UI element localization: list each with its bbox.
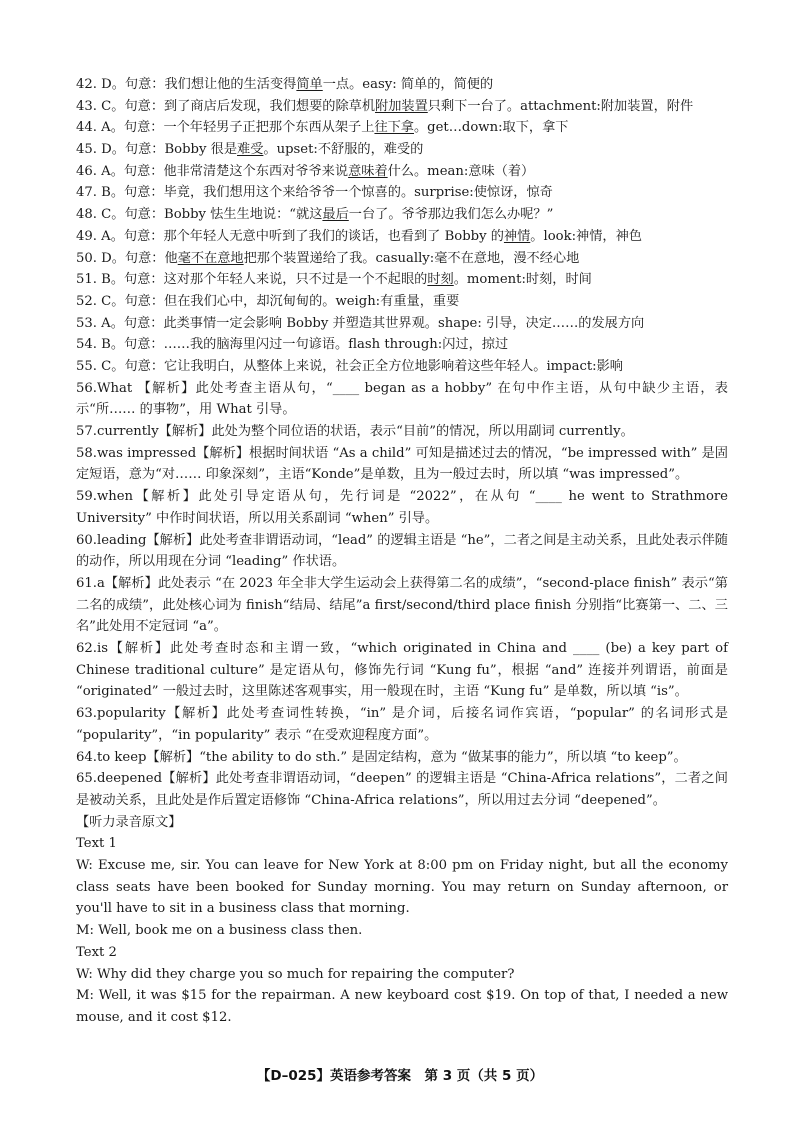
answer-text: 49. A。句意：那个年轻人无意中听到了我们的谈话，也看到了 Bobby 的 xyxy=(76,228,504,244)
underlined-phrase: 时刻 xyxy=(427,272,454,288)
answer-line xyxy=(76,356,728,378)
answer-text-rest: 。moment:时刻，时间 xyxy=(453,272,592,288)
explanation-list xyxy=(76,378,728,812)
answer-text-rest: 。get…down:取下，拿下 xyxy=(414,120,569,136)
answer-text: 54. B。句意：……我的脑海里闪过一句谚语。flash through:闪过，掠过 xyxy=(76,337,509,353)
answer-content xyxy=(76,74,728,1029)
explanation-paragraph: 61.a【解析】此处表示 “在 2023 年全非大学生运动会上获得第二名的成绩”，“second-place finish” 表示“第二名的成绩”，此处核心词为 finish“结局、结尾”a first/second/third place finish 分别指“比赛第一、二、三名”此处用不定冠词 “a”。 xyxy=(76,575,728,635)
text1-woman: W: Excuse me, sir. You can leave for New York at 8:00 pm on Friday night, but all the economy class seats have been booked for Sunday morning. You may return on Sunday afternoon, or you'll have to sit in a business class that morning. xyxy=(76,858,728,917)
answer-text: 48. C。句意：Bobby 怯生生地说：“就这 xyxy=(76,207,323,223)
answer-text-rest: 只剩下一台了。attachment:附加装置，附件 xyxy=(427,98,694,114)
underlined-phrase: 毫不在意地 xyxy=(177,250,244,266)
answer-line xyxy=(76,139,728,161)
answer-text: 52. C。句意：但在我们心中，却沉甸甸的。weigh:有重量，重要 xyxy=(76,293,460,309)
underlined-phrase: 神情 xyxy=(503,228,531,244)
text2-man: M: Well, it was $15 for the repairman. A new keyboard cost $19. On top of that, I needed a new mouse, and it cost $12. xyxy=(76,988,728,1025)
answer-line xyxy=(76,161,728,183)
answer-text-rest: 。look:神情，神色 xyxy=(530,228,642,244)
answer-text-rest: 一点。easy: 简单的，简便的 xyxy=(322,77,494,92)
answer-text: 46. A。句意：他非常清楚这个东西对爷爷来说 xyxy=(76,163,349,179)
answer-text: 42. D。句意：我们想让他的生活变得 xyxy=(76,77,297,92)
answer-line xyxy=(76,226,728,248)
explanation-paragraph: 56.What 【解析】此处考查主语从句，“____ began as a hobby” 在句中作主语，从句中缺少主语，表示“所…… 的事物”，用 What 引导。 xyxy=(76,380,728,418)
answer-text: 51. B。句意：这对那个年轻人来说，只不过是一个不起眼的 xyxy=(76,272,428,288)
answer-text: 53. A。句意：此类事情一定会影响 Bobby 并塑造其世界观。shape: 引导，决定……的发展方向 xyxy=(76,315,645,331)
page-footer: 【D–025】英语参考答案 第 3 页（共 5 页） xyxy=(256,1068,544,1084)
answer-line xyxy=(76,269,728,291)
explanation-paragraph: 58.was impressed【解析】根据时间状语 “As a child” 可知是描述过去的情况，“be impressed with” 是固定短语，意为“对…… 印象深刻”，主语“Konde”是单数，且为一般过去时，所以填 “was impressed”。 xyxy=(76,445,728,483)
text2-woman: W: Why did they charge you so much for repairing the computer? xyxy=(76,966,515,982)
explanation-paragraph: 63.popularity【解析】此处考查词性转换，“in” 是介词，后接名词作宾语，“popular” 的名词形式是 “popularity”，“in popularity” 表示 “在受欢迎程度方面”。 xyxy=(76,706,728,743)
answer-text-rest: 把那个装置递给了我。casually:毫不在意地，漫不经心地 xyxy=(243,250,580,266)
explanation-paragraph: 65.deepened【解析】此处考查非谓语动词，“deepen” 的逻辑主语是 “China-Africa relations”，二者之间是被动关系，且此处是作后置定语修饰 “China-Africa relations”，所以用过去分词 “deepened”。 xyxy=(76,771,728,808)
underlined-phrase: 难受 xyxy=(237,142,264,158)
explanation-paragraph: 57.currently【解析】此处为整个同位语的状语，表示“目前”的情况，所以用副词 currently。 xyxy=(76,424,634,440)
listening-heading: 【听力录音原文】 xyxy=(76,814,182,830)
answer-text: 47. B。句意：毕竟，我们想用这个来给爷爷一个惊喜的。surprise:使惊讶，惊奇 xyxy=(76,185,553,201)
underlined-phrase: 往下拿 xyxy=(374,120,414,136)
text2-title: Text 2 xyxy=(76,944,117,960)
answer-line xyxy=(76,117,728,139)
answer-line xyxy=(76,182,728,204)
underlined-phrase: 附加装置 xyxy=(375,98,428,114)
answer-text-rest: 。upset:不舒服的，难受的 xyxy=(263,142,424,158)
answer-text: 44. A。句意：一个年轻男子正把那个东西从架子上 xyxy=(76,120,375,136)
underlined-phrase: 意味着 xyxy=(348,163,388,179)
answer-line xyxy=(76,291,728,313)
explanation-paragraph: 59.when【解析】此处引导定语从句，先行词是 “2022”，在从句 “____ he went to Strathmore University” 中作时间状语，所以用关系副词 “when” 引导。 xyxy=(76,489,728,526)
answer-line xyxy=(76,96,728,118)
answer-line xyxy=(76,334,728,356)
answer-text: 45. D。句意：Bobby 很是 xyxy=(76,142,238,158)
answer-list xyxy=(76,74,728,378)
text1-man: M: Well, book me on a business class then. xyxy=(76,923,363,939)
answer-text: 43. C。句意：到了商店后发现，我们想要的除草机 xyxy=(76,98,376,114)
explanation-paragraph: 64.to keep【解析】“the ability to do sth.” 是固定结构，意为 “做某事的能力”，所以填 “to keep”。 xyxy=(76,749,687,765)
answer-line xyxy=(76,248,728,270)
answer-line xyxy=(76,74,728,96)
answer-line xyxy=(76,313,728,335)
underlined-phrase: 简单 xyxy=(296,77,323,92)
answer-text-rest: 什么。mean:意味（着） xyxy=(387,163,535,179)
explanation-paragraph: 62.is【解析】此处考查时态和主谓一致，“which originated in China and ____ (be) a key part of Chinese traditional culture” 是定语从句，修饰先行词 “Kung fu”，根据 “and” 连接并列谓语，前面是 “originated” 一般过去时，这里陈述客观事实，用一般现在时，主语 “Kung fu” 是单数，所以填 “is”。 xyxy=(76,641,728,700)
text1-title: Text 1 xyxy=(76,836,117,852)
answer-text: 55. C。句意：它让我明白，从整体上来说，社会正全方位地影响着这些年轻人。impact:影响 xyxy=(76,358,623,374)
answer-line xyxy=(76,204,728,226)
answer-text: 50. D。句意：他 xyxy=(76,250,178,266)
underlined-phrase: 最后 xyxy=(322,207,349,223)
answer-text-rest: 一台了。爷爷那边我们怎么办呢？” xyxy=(348,207,554,223)
explanation-paragraph: 60.leading【解析】此处考查非谓语动词，“lead” 的逻辑主语是 “he”，二者之间是主动关系，且此处表示伴随的动作，所以用现在分词 “leading” 作状语。 xyxy=(76,532,728,570)
